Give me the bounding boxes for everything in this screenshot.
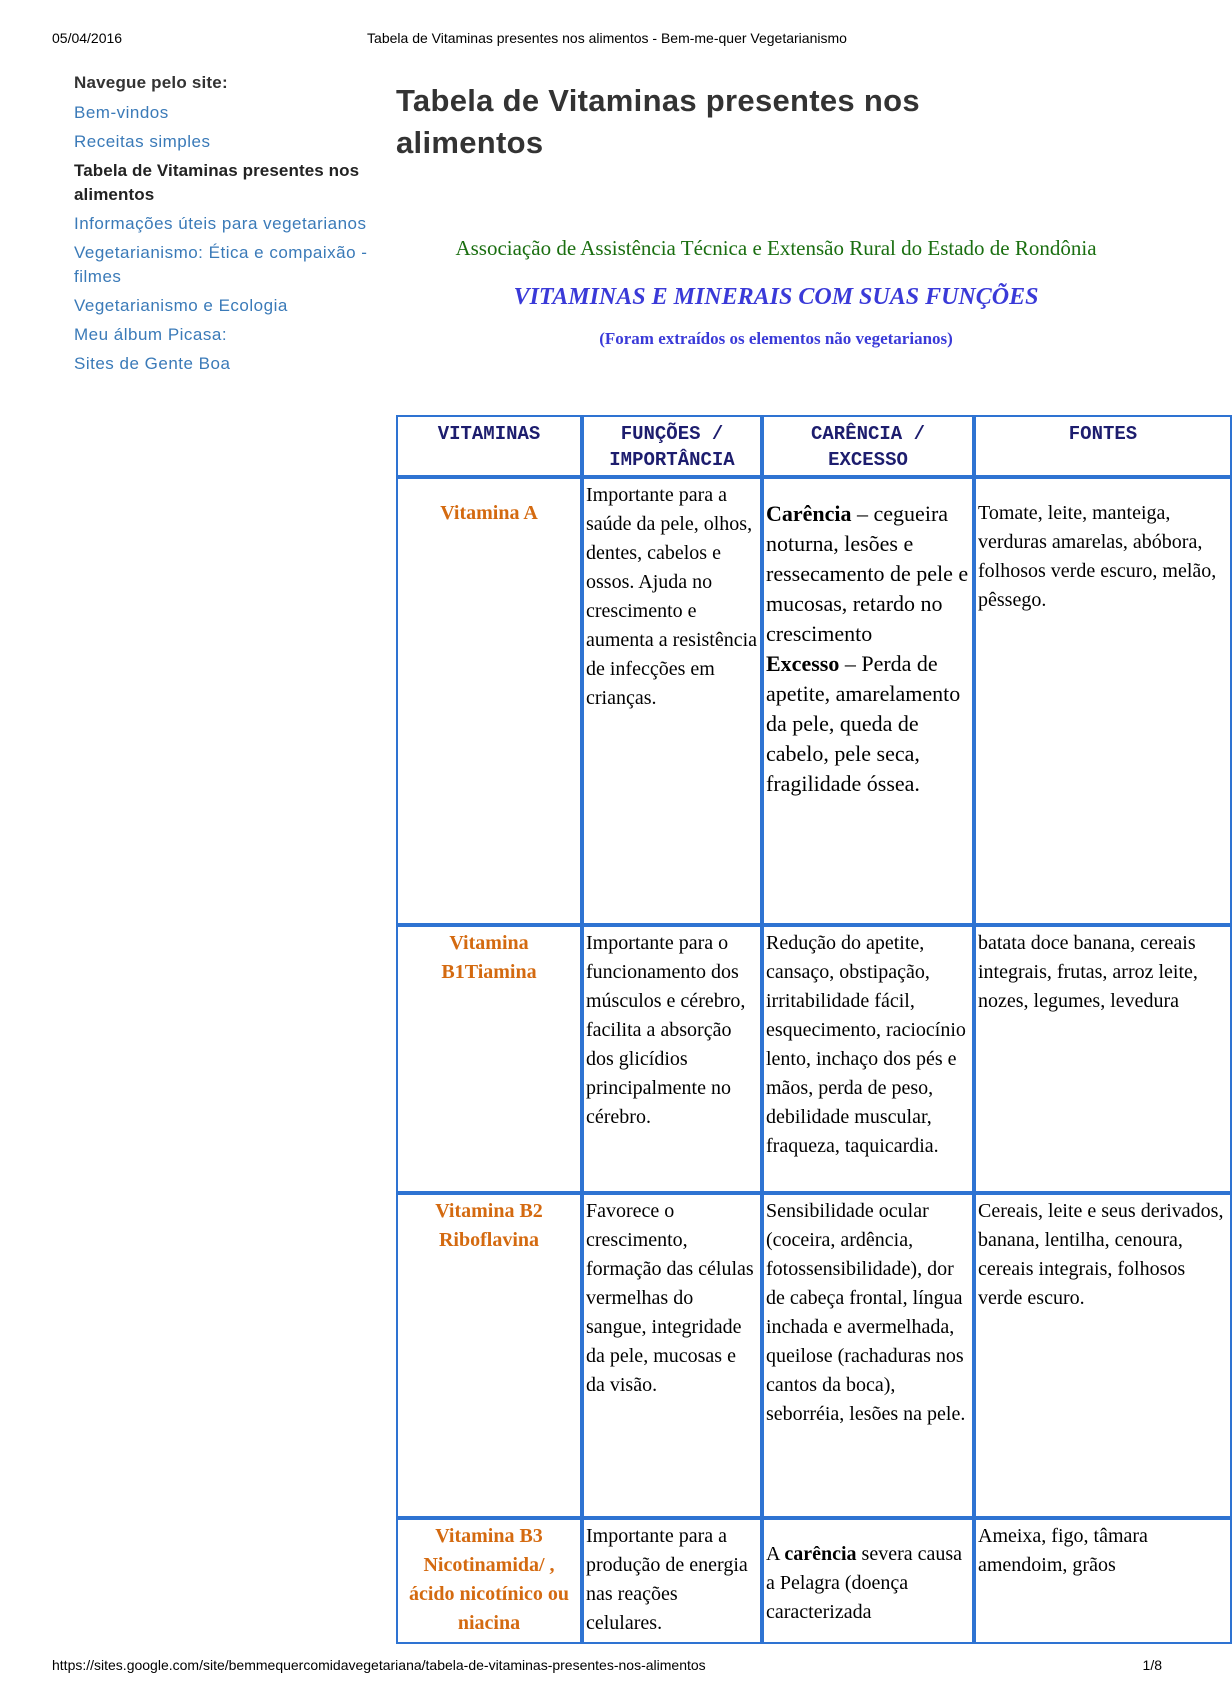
vitamin-funcoes: Importante para a produção de energia nas reações celulares. <box>582 1518 762 1644</box>
vitamin-carencia: Sensibilidade ocular (coceira, ardência, fotossensibilidade), dor de cabeça frontal, língua inchada e avermelhada, queilose (rachaduras nos cantos da boca), seborréia, lesões na pele. <box>762 1193 974 1518</box>
table-subtitle: (Foram extraídos os elementos não vegetarianos) <box>599 329 953 348</box>
carencia-label: Carência <box>766 501 852 526</box>
nav-item-album-picasa[interactable]: Meu álbum Picasa: <box>74 325 228 344</box>
vitamin-name: Vitamina B2 Riboflavina <box>396 1193 582 1518</box>
vitamin-carencia: Redução do apetite, cansaço, obstipação, irritabilidade fácil, esquecimento, raciocínio lento, inchaço dos pés e mãos, perda de peso, debilidade muscular, fraqueza, taquicardia. <box>762 925 974 1193</box>
vitamin-fontes: Ameixa, figo, tâmara amendoim, grãos <box>974 1518 1232 1644</box>
print-page-title: Tabela de Vitaminas presentes nos alimentos - Bem-me-quer Vegetarianismo <box>367 30 847 46</box>
nav-item-sites-gente-boa[interactable]: Sites de Gente Boa <box>74 354 231 373</box>
nav-item-informacoes-uteis[interactable]: Informações úteis para vegetarianos <box>74 214 367 233</box>
table-title: VITAMINAS E MINERAIS COM SUAS FUNÇÕES <box>513 284 1039 310</box>
site-navigation <box>74 73 374 381</box>
nav-item-bem-vindos[interactable]: Bem-vindos <box>74 103 169 122</box>
table-row <box>396 925 1232 1193</box>
print-url: https://sites.google.com/site/bemmequercomidavegetariana/tabela-de-vitaminas-presentes-nos-alimentos <box>52 1657 706 1673</box>
header-fontes: FONTES <box>974 415 1232 477</box>
nav-item-receitas-simples[interactable]: Receitas simples <box>74 132 211 151</box>
main-content <box>396 80 1224 1640</box>
vitamin-carencia <box>762 1518 974 1644</box>
header-vitaminas: VITAMINAS <box>396 415 582 477</box>
vitamin-carencia <box>762 477 974 925</box>
nav-item-tabela-vitaminas-current: Tabela de Vitaminas presentes nos alimentos <box>74 161 360 204</box>
nav-item-ecologia[interactable]: Vegetarianismo e Ecologia <box>74 296 288 315</box>
vitamin-fontes: Cereais, leite e seus derivados, banana, lentilha, cenoura, cereais integrais, folhosos verde escuro. <box>974 1193 1232 1518</box>
print-page-number: 1/8 <box>1142 1657 1162 1673</box>
carencia-prefix: A <box>766 1543 785 1565</box>
header-carencia: CARÊNCIA / EXCESSO <box>762 415 974 477</box>
page-title: Tabela de Vitaminas presentes nos alimentos <box>396 83 920 160</box>
vitamin-fontes: batata doce banana, cereais integrais, frutas, arroz leite, nozes, legumes, levedura <box>974 925 1232 1193</box>
carencia-text: severa causa a Pelagra (doença caracterizada <box>766 1543 963 1623</box>
vitamin-name: Vitamina B3 Nicotinamida/ , ácido nicotínico ou niacina <box>396 1518 582 1644</box>
vitamin-funcoes: Favorece o crescimento, formação das células vermelhas do sangue, integridade da pele, mucosas e da visão. <box>582 1193 762 1518</box>
excesso-label: Excesso <box>766 651 840 676</box>
nav-item-etica-compaixao[interactable]: Vegetarianismo: Ética e compaixão - filmes <box>74 243 368 286</box>
vitamins-table <box>396 415 1232 1644</box>
vitamin-name: Vitamina A <box>396 477 582 925</box>
print-footer <box>52 1657 1162 1677</box>
vitamin-funcoes: Importante para a saúde da pele, olhos, dentes, cabelos e ossos. Ajuda no crescimento e aumenta a resistência de infecções em crianças. <box>582 477 762 925</box>
carencia-text: – cegueira noturna, lesões e ressecamento de pele e mucosas, retardo no crescimento <box>766 501 969 646</box>
vitamin-name: Vitamina B1Tiamina <box>396 925 582 1193</box>
table-row <box>396 1193 1232 1518</box>
table-row <box>396 1518 1232 1644</box>
vitamin-fontes: Tomate, leite, manteiga, verduras amarelas, abóbora, folhosos verde escuro, melão, pêssego. <box>974 477 1232 925</box>
excesso-text: – Perda de apetite, amarelamento da pele, queda de cabelo, pele seca, fragilidade óssea. <box>766 651 961 796</box>
table-header-row <box>396 415 1232 477</box>
vitamin-funcoes: Importante para o funcionamento dos músculos e cérebro, facilita a absorção dos glicídios principalmente no cérebro. <box>582 925 762 1193</box>
carencia-label: carência <box>784 1543 857 1565</box>
print-header <box>52 30 1162 50</box>
print-date: 05/04/2016 <box>52 30 123 46</box>
header-funcoes: FUNÇÕES / IMPORTÂNCIA <box>582 415 762 477</box>
organization-name: Associação de Assistência Técnica e Extensão Rural do Estado de Rondônia <box>455 236 1097 260</box>
table-row <box>396 477 1232 925</box>
nav-heading: Navegue pelo site: <box>74 73 228 92</box>
